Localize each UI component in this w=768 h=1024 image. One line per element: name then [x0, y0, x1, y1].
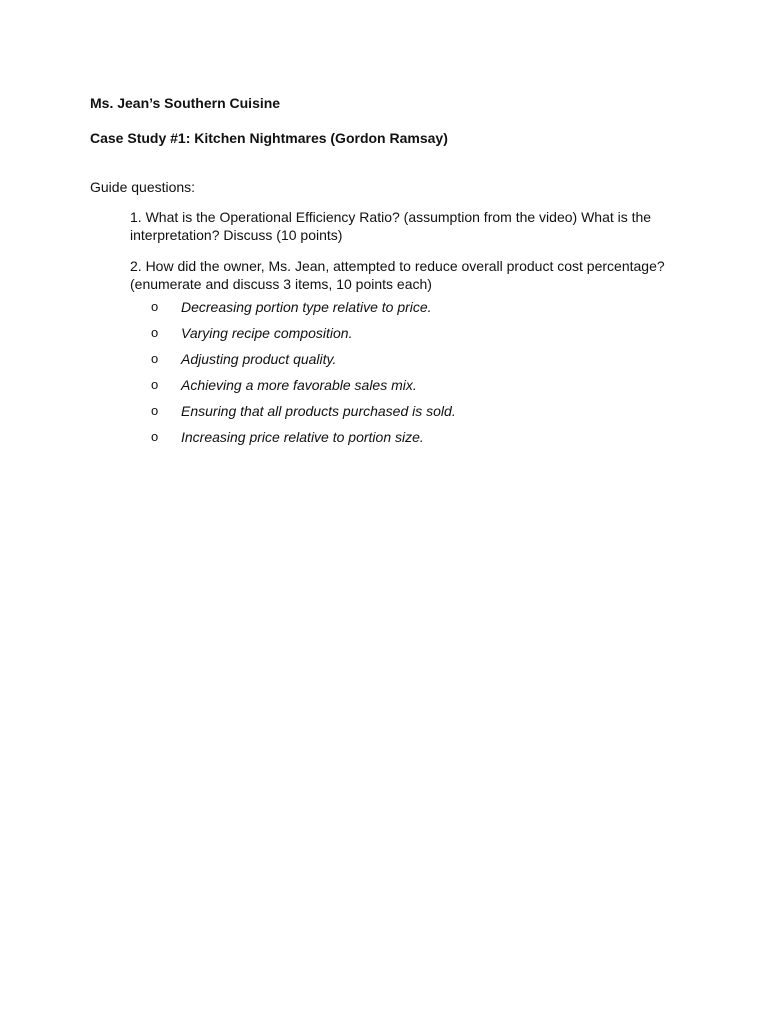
option-text: Increasing price relative to portion size. — [181, 429, 424, 445]
option-text: Achieving a more favorable sales mix. — [181, 377, 417, 393]
bullet-icon: o — [151, 377, 159, 392]
list-item — [150, 428, 456, 454]
option-text: Ensuring that all products purchased is sold. — [181, 403, 456, 419]
list-item — [150, 402, 456, 428]
list-item — [150, 350, 456, 376]
bullet-icon: o — [151, 351, 159, 366]
document-title: Ms. Jean’s Southern Cuisine — [90, 95, 281, 111]
list-item — [150, 298, 456, 324]
bullet-icon: o — [151, 429, 159, 444]
bullet-icon: o — [151, 403, 159, 418]
list-item — [150, 324, 456, 350]
guide-questions-label: Guide questions: — [90, 179, 196, 195]
question-1: 1. What is the Operational Efficiency Ratio? (assumption from the video) What is the interpretation? Discuss (10 points) — [130, 209, 652, 243]
bullet-icon: o — [151, 299, 159, 314]
option-text: Varying recipe composition. — [181, 325, 353, 341]
question-2: 2. How did the owner, Ms. Jean, attempted to reduce overall product cost percentage? (enumerate and discuss 3 items, 10 points each) — [130, 258, 665, 292]
case-study-title: Case Study #1: Kitchen Nightmares (Gordon Ramsay) — [90, 130, 448, 146]
list-item — [150, 376, 456, 402]
bullet-icon: o — [151, 325, 159, 340]
answer-options-list — [150, 298, 456, 454]
option-text: Adjusting product quality. — [181, 351, 337, 367]
option-text: Decreasing portion type relative to price. — [181, 299, 432, 315]
